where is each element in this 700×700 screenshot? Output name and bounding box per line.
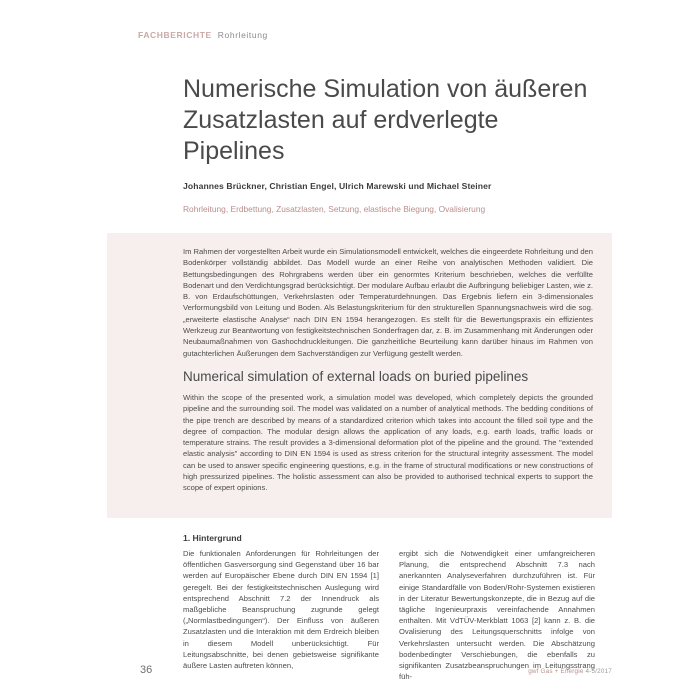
running-head-section: FACHBERICHTE bbox=[138, 30, 212, 40]
page-number: 36 bbox=[140, 664, 153, 676]
body-column-right: ergibt sich die Notwendigkeit einer umfangreicheren Planung, die entsprechend Abschnitt 7.3 nach anerkannten Analyseverfahren durchzuführen ist. Für einige Standardfälle von Boden/Rohr-Systemen existieren in der Literatur Bewertungskonzepte, die in Bezug auf die tägliche Ingenieurpraxis vereinfachende Annahmen enthalten. Mit VdTÜV-Merkblatt 1063 [2] kann z. B. die Ovalisierung des Leitungsquerschnitts infolge von Verkehrslasten untersucht werden. Die Abschätzung bodenbedingter Verschiebungen, die ebenfalls zu signifikanten Zusatzbeanspruchungen im Leitungsstrang füh- bbox=[399, 549, 595, 682]
author-list: Johannes Brückner, Christian Engel, Ulrich Marewski und Michael Steiner bbox=[183, 181, 492, 191]
page-title: Numerische Simulation von äußeren Zusatzlasten auf erdverlegte Pipelines bbox=[183, 75, 588, 165]
running-head-topic: Rohrleitung bbox=[217, 30, 268, 40]
body-column-left: Die funktionalen Anforderungen für Rohrleitungen der öffentlichen Gasversorgung sind Gegenstand über 16 bar werden auf Europäischer Ebene durch DIN EN 1594 [1] geregelt. Bei der festigkeitstechnischen Auslegung wird entsprechend Abschnitt 7.2 der Innendruck als maßgebliche Beanspruchung zugrunde gelegt („Normlastbedingungen“). Der Einfluss von äußeren Zusatzlasten und die Interaktion mit dem Erdreich bleiben in diesem Modell unberücksichtigt. Für Leitungsabschnitte, bei denen gebietsweise signifikante äußere Lasten auftreten können, bbox=[183, 549, 379, 671]
running-head bbox=[138, 30, 268, 40]
abstract-english: Within the scope of the presented work, a simulation model was developed, which completely depicts the grounded pipeline and the surrounding soil. The model was validated on a number of analytical methods. The bedding conditions of the pipe trench are described by means of a standardized criterion which takes into account the filled soil type and the degree of compaction. The modular design allows the application of any loads, e.g. earth loads, traffic loads or temperature strains. The result provides a 3-dimensional deformation plot of the pipeline and the ground. The "extended elastic analysis" according to DIN EN 1594 is used as stress criterion for the structural integrity assessment. The model can be used to answer specific engineering questions, e.g. in the frame of structural modifications or new constructions of high pressurized pipelines. The holistic assessment can also be provided to authorised technical experts to support the scope of expert opinions. bbox=[183, 393, 593, 493]
section-heading: 1. Hintergrund bbox=[183, 533, 242, 543]
journal-issue: 4-5/2017 bbox=[585, 668, 612, 675]
abstract-german: Im Rahmen der vorgestellten Arbeit wurde ein Simulationsmodell entwickelt, welches die eingeerdete Rohrleitung und den Bodenkörper vollständig abbildet. Das Modell wurde an einer Reihe von analytischen Methoden validiert. Die Bettungsbedingungen des Rohrgrabens werden über ein genormtes Kriterium beschrieben, welches die verfüllte Bodenart und den Verdichtungsgrad berücksichtigt. Der modulare Aufbau erlaubt die Aufbringung beliebiger Lasten, wie z. B. von Erdaufschüttungen, Verkehrslasten oder Temperaturdehnungen. Das Ergebnis liefern ein 3-dimensionales Verformungsbild von Leitung und Boden. Als Belastungskriterium für den strukturellen Spannungsnachweis wird die sog. „erweiterte elastische Analyse“ nach DIN EN 1594 herangezogen. Es stellt für die Bewertungspraxis ein effizientes Werkzeug zur Beantwortung von festigkeitstechnischen Sonderfragen dar, z. B. im Zusammenhang mit Änderungen oder Neubaumaßnahmen von Gashochdruckleitungen. Die ganzheitliche Beurteilung kann darüber hinaus im Rahmen von gutachterlichen Äußerungen dem Sachverständigen zur Verfügung gestellt werden. bbox=[183, 247, 593, 358]
abstract-english-title: Numerical simulation of external loads on buried pipelines bbox=[183, 369, 529, 384]
journal-name: gwf Gas + Energie bbox=[528, 668, 584, 675]
footer-journal-info bbox=[528, 668, 612, 675]
keyword-list: Rohrleitung, Erdbettung, Zusatzlasten, Setzung, elastische Biegung, Ovalisierung bbox=[183, 204, 486, 214]
